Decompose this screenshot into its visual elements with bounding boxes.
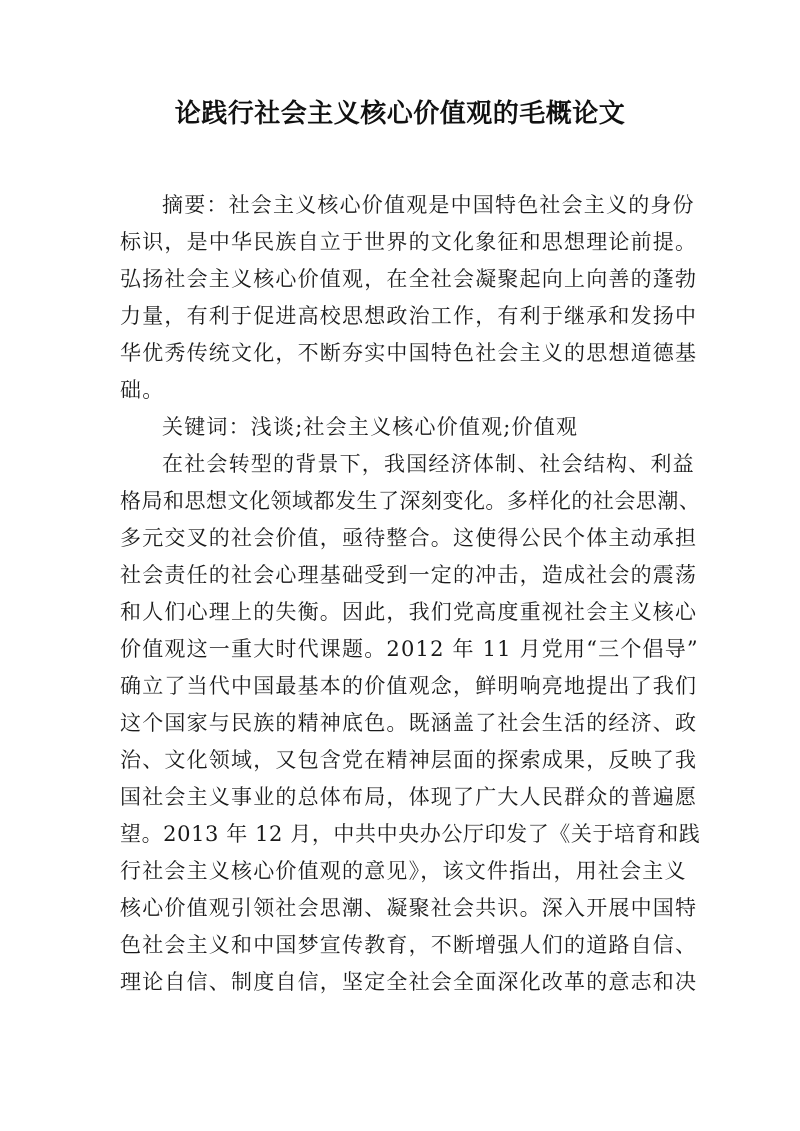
abstract-line-2: 标识，是中华民族自立于世界的文化象征和思想理论前提。 xyxy=(120,230,698,254)
body-line-7: 确立了当代中国最基本的价值观念，鲜明响亮地提出了我们 xyxy=(120,674,698,698)
body-line-6: 价值观这一重大时代课题。2012 年 11 月党用“三个倡导” xyxy=(120,637,699,661)
body-line-9: 治、文化领域，又包含党在精神层面的探索成果，反映了我 xyxy=(120,748,698,772)
abstract-line-3: 弘扬社会主义核心价值观，在全社会凝聚起向上向善的蓬勃 xyxy=(120,267,698,291)
abstract-line-1: 摘要：社会主义核心价值观是中国特色社会主义的身份 xyxy=(162,193,695,217)
abstract-line-6: 础。 xyxy=(120,378,165,402)
body-line-11: 望。2013 年 12 月，中共中央办公厅印发了《关于培育和践 xyxy=(120,822,701,846)
abstract-line-5: 华优秀传统文化，不断夯实中国特色社会主义的思想道德基 xyxy=(120,341,698,365)
abstract-line-4: 力量，有利于促进高校思想政治工作，有利于继承和发扬中 xyxy=(120,304,698,328)
body-line-1: 在社会转型的背景下，我国经济体制、社会结构、利益 xyxy=(162,452,695,476)
body-line-14: 色社会主义和中国梦宣传教育，不断增强人们的道路自信、 xyxy=(120,933,698,957)
body-line-8: 这个国家与民族的精神底色。既涵盖了社会生活的经济、政 xyxy=(120,711,698,735)
body-line-3: 多元交叉的社会价值，亟待整合。这使得公民个体主动承担 xyxy=(120,526,698,550)
body-line-5: 和人们心理上的失衡。因此，我们党高度重视社会主义核心 xyxy=(120,600,698,624)
keywords-line: 关键词：浅谈;社会主义核心价值观;价值观 xyxy=(162,415,579,439)
body-line-2: 格局和思想文化领域都发生了深刻变化。多样化的社会思潮、 xyxy=(120,489,701,513)
body-line-15: 理论自信、制度自信，坚定全社会全面深化改革的意志和决 xyxy=(120,970,698,994)
body-line-13: 核心价值观引领社会思潮、凝聚社会共识。深入开展中国特 xyxy=(120,896,698,920)
body-line-10: 国社会主义事业的总体布局，体现了广大人民群众的普遍愿 xyxy=(120,785,698,809)
document-title: 论践行社会主义核心价值观的毛概论文 xyxy=(174,99,626,129)
body-line-4: 社会责任的社会心理基础受到一定的冲击，造成社会的震荡 xyxy=(120,563,698,587)
body-line-12: 行社会主义核心价值观的意见》，该文件指出，用社会主义 xyxy=(120,859,687,883)
